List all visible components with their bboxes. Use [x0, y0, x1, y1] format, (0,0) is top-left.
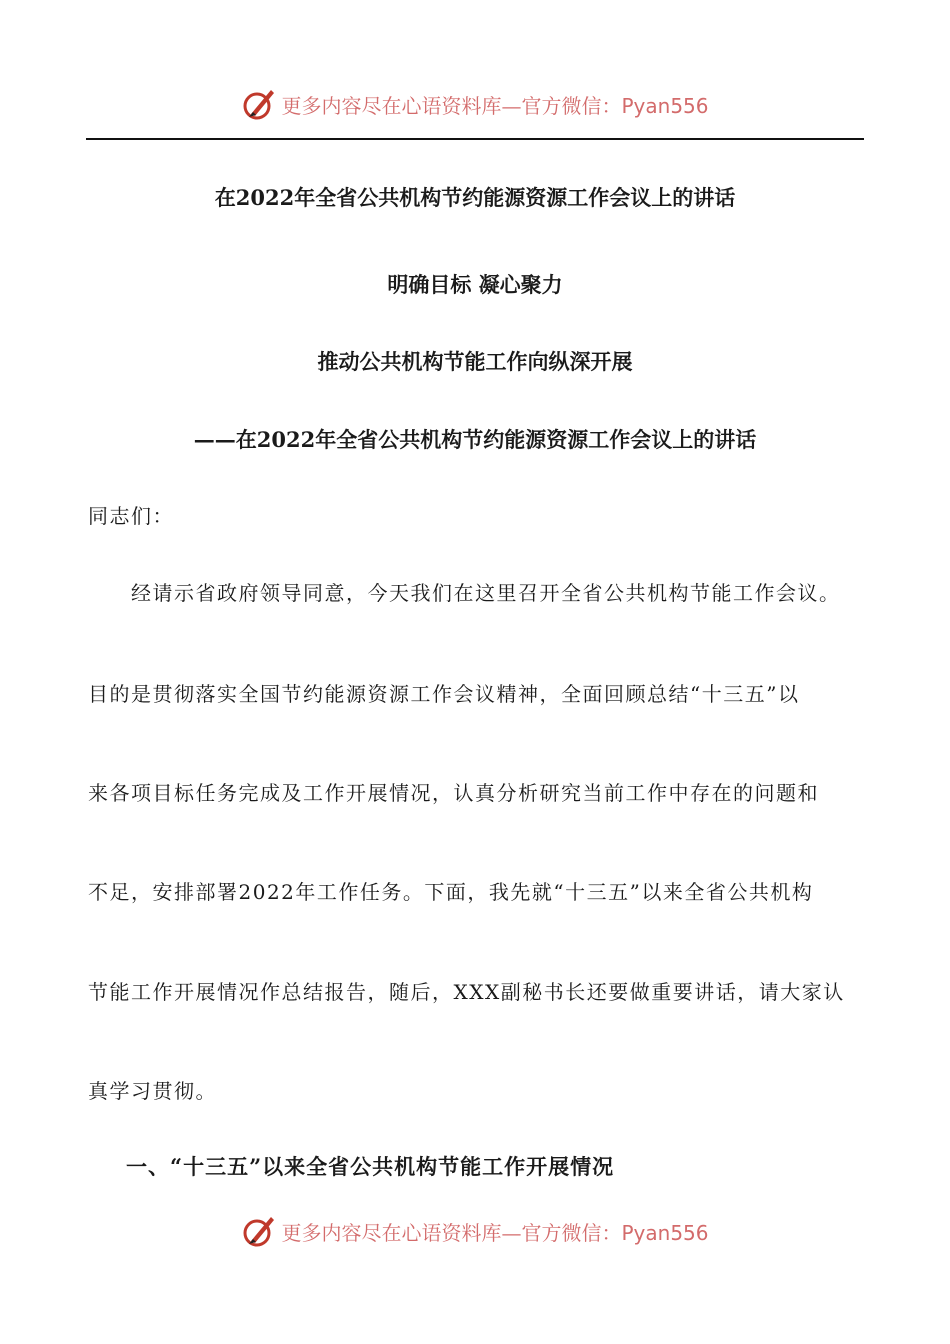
- paragraph-line: 来各项目标任务完成及工作开展情况，认真分析研究当前工作中存在的问题和: [88, 781, 819, 805]
- banner-text: [281, 1217, 708, 1246]
- banner-slogan: 更多内容尽在心语资料库—官方微信：: [281, 1220, 622, 1245]
- paragraph-line: 真学习贯彻。: [88, 1079, 217, 1103]
- header-banner: [0, 84, 950, 124]
- paragraph-line: 节能工作开展情况作总结报告，随后，XXX副秘书长还要做重要讲话，请大家认: [88, 980, 845, 1004]
- quill-logo-icon: [241, 1213, 277, 1249]
- paragraph-line: 不足，安排部署2022年工作任务。下面，我先就“十三五”以来全省公共机构: [88, 880, 814, 904]
- section-heading: 一、“十三五”以来全省公共机构节能工作开展情况: [126, 1154, 615, 1179]
- header-divider: [86, 138, 864, 140]
- document-subheadline: 推动公共机构节能工作向纵深开展: [317, 349, 633, 374]
- footer-banner: [0, 1211, 950, 1251]
- banner-wechat-id: Pyan556: [621, 1220, 709, 1245]
- banner-text: [281, 90, 708, 119]
- document-title: 在2022年全省公共机构节约能源资源工作会议上的讲话: [214, 185, 736, 210]
- banner-wechat-id: Pyan556: [621, 93, 709, 118]
- greeting: 同志们：: [88, 504, 174, 528]
- quill-logo-icon: [241, 86, 277, 122]
- document-headline: 明确目标 凝心聚力: [387, 272, 563, 297]
- banner-slogan: 更多内容尽在心语资料库—官方微信：: [281, 93, 622, 118]
- document-byline: ——在2022年全省公共机构节约能源资源工作会议上的讲话: [193, 427, 757, 452]
- paragraph-line: 经请示省政府领导同意，今天我们在这里召开全省公共机构节能工作会议。: [88, 581, 841, 605]
- paragraph-line: 目的是贯彻落实全国节约能源资源工作会议精神，全面回顾总结“十三五”以: [88, 682, 800, 706]
